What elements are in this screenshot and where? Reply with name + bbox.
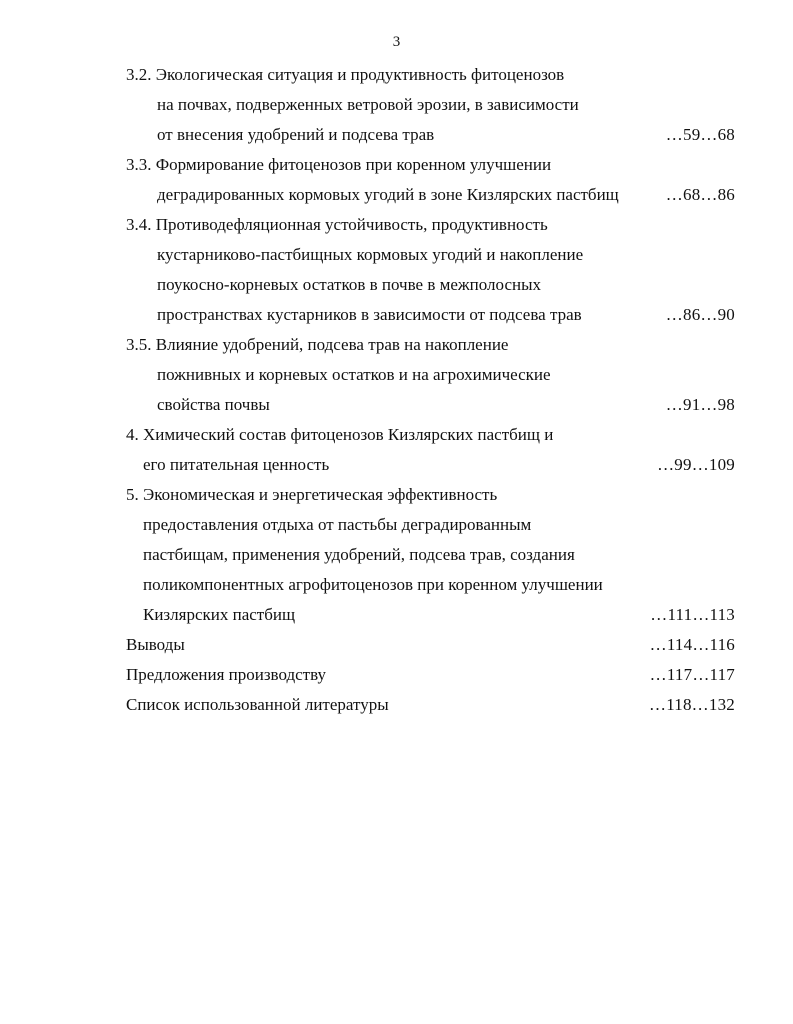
- toc-entry-continuation: деградированных кормовых угодий в зоне Кизлярских пастбищ: [157, 185, 619, 204]
- toc-entry-title: 3.4. Противодефляционная устойчивость, продуктивность: [126, 215, 548, 234]
- toc-line: [126, 120, 735, 150]
- toc-line: [126, 360, 735, 390]
- toc-line: [126, 510, 735, 540]
- toc-page-range: …117…117: [649, 665, 735, 684]
- toc-page-range: …86…90: [665, 305, 735, 324]
- toc-entry-3-3: [126, 150, 735, 210]
- toc-entry-5: [126, 480, 735, 630]
- toc-entry-continuation: предоставления отдыха от пастьбы деградированным: [143, 515, 532, 534]
- toc-entry-continuation: Кизлярских пастбищ: [143, 605, 296, 624]
- toc-page-range: …111…113: [650, 605, 735, 624]
- toc-entry-title: 3.2. Экологическая ситуация и продуктивность фитоценозов: [126, 65, 565, 84]
- toc-line: [126, 300, 735, 330]
- toc-entry-continuation: на почвах, подверженных ветровой эрозии, в зависимости: [157, 95, 579, 114]
- toc-entry-proposals: [126, 660, 735, 690]
- toc-line: [126, 540, 735, 570]
- toc-entry-continuation: от внесения удобрений и подсева трав: [157, 125, 435, 144]
- toc-page-range: …59…68: [665, 125, 735, 144]
- toc-line: [126, 390, 735, 420]
- toc-entry-3-2: [126, 60, 735, 150]
- toc-line: [126, 630, 735, 660]
- toc-entry-title: 4. Химический состав фитоценозов Кизлярских пастбищ и: [126, 425, 554, 444]
- toc-entry-title: Выводы: [126, 635, 185, 654]
- toc-line: [126, 600, 735, 630]
- toc-page-range: …114…116: [649, 635, 735, 654]
- toc-line: [126, 690, 735, 720]
- toc-line: [126, 60, 735, 90]
- toc-line: [126, 180, 735, 210]
- toc-entry-references: [126, 690, 735, 720]
- toc-entry-4: [126, 420, 735, 480]
- toc-line: [126, 330, 735, 360]
- toc-line: [126, 480, 735, 510]
- toc-page-range: …91…98: [665, 395, 735, 414]
- toc-line: [126, 450, 735, 480]
- toc-entry-title: 5. Экономическая и энергетическая эффективность: [126, 485, 498, 504]
- toc-line: [126, 270, 735, 300]
- toc-entry-continuation: свойства почвы: [157, 395, 270, 414]
- toc-line: [126, 420, 735, 450]
- toc-entry-continuation: поукосно-корневых остатков в почве в межполосных: [157, 275, 542, 294]
- toc-entry-continuation: его питательная ценность: [143, 455, 330, 474]
- toc-entry-continuation: кустарниково-пастбищных кормовых угодий и накопление: [157, 245, 584, 264]
- toc-line: [126, 240, 735, 270]
- toc-entry-title: Список использованной литературы: [126, 695, 389, 714]
- toc-line: [126, 660, 735, 690]
- toc-line: [126, 90, 735, 120]
- toc-page-range: …118…132: [649, 695, 735, 714]
- toc-entry-continuation: пространствах кустарников в зависимости от подсева трав: [157, 305, 582, 324]
- toc-page-range: …68…86: [665, 185, 735, 204]
- toc-entry-continuation: пожнивных и корневых остатков и на агрохимические: [157, 365, 551, 384]
- toc-line: [126, 570, 735, 600]
- table-of-contents: [126, 60, 735, 720]
- toc-entry-3-5: [126, 330, 735, 420]
- toc-line: [126, 150, 735, 180]
- toc-page-range: …99…109: [657, 455, 735, 474]
- toc-entry-continuation: пастбищам, применения удобрений, подсева трав, создания: [143, 545, 575, 564]
- page-number: 3: [392, 34, 401, 50]
- toc-entry-title: 3.3. Формирование фитоценозов при коренном улучшении: [126, 155, 552, 174]
- toc-line: [126, 210, 735, 240]
- toc-entry-continuation: поликомпонентных агрофитоценозов при коренном улучшении: [143, 575, 603, 594]
- toc-entry-conclusions: [126, 630, 735, 660]
- toc-entry-title: Предложения производству: [126, 665, 327, 684]
- toc-entry-title: 3.5. Влияние удобрений, подсева трав на накопление: [126, 335, 509, 354]
- toc-entry-3-4: [126, 210, 735, 330]
